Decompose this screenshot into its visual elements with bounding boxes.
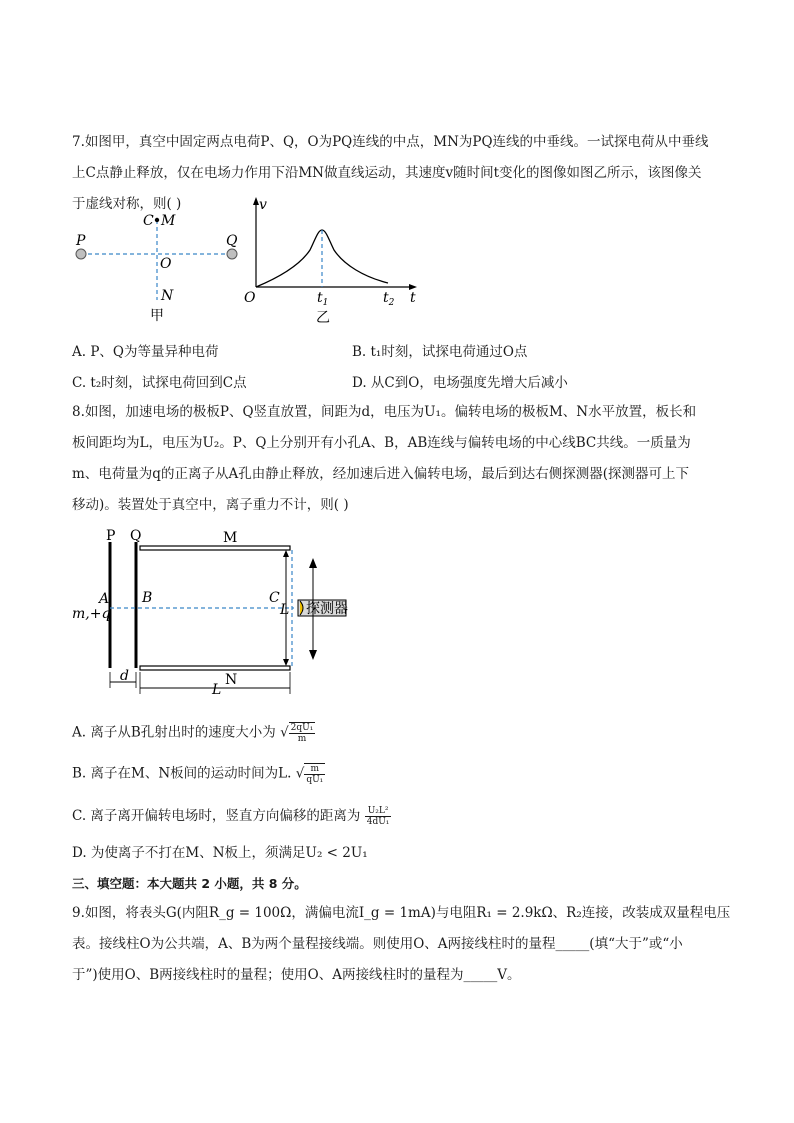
q9-line-2: 表。接线柱O为公共端，A、B为两个量程接线端。则使用O、A两接线柱时的量程_____(填“大于”或“小 bbox=[72, 936, 683, 952]
figure-jia bbox=[60, 200, 260, 330]
q7-line-1: 7.如图甲，真空中固定两点电荷P、Q，O为PQ连线的中点，MN为PQ连线的中垂线。一试探电荷从中垂线 bbox=[72, 134, 709, 150]
dim-arrow-up bbox=[283, 550, 289, 557]
q8-option-c-text: C. 离子离开偏转电场时，竖直方向偏移的距离为 bbox=[72, 808, 361, 824]
move-arrow-down bbox=[309, 650, 317, 660]
charge-p bbox=[76, 249, 86, 259]
label-m8: M bbox=[223, 530, 238, 546]
dim-arrow-down bbox=[283, 659, 289, 666]
q8-option-d: D. 为使离子不打在M、N板上，须满足U₂ < 2U₁ bbox=[72, 845, 368, 861]
plate-n bbox=[140, 666, 290, 670]
label-l-right: L bbox=[280, 602, 290, 618]
label-mq: m,+q bbox=[72, 606, 111, 622]
q7-line-2: 上C点静止释放，仅在电场力作用下沿MN做直线运动，其速度v随时间t变化的图像如图乙所示，该图像关 bbox=[72, 165, 702, 181]
q8-line-1: 8.如图，加速电场的极板P、Q竖直放置，间距为d，电压为U₁。偏转电场的极板M、N水平放置，板长和 bbox=[72, 404, 697, 420]
q7-option-b: B. t₁时刻，试探电荷通过O点 bbox=[352, 344, 528, 360]
formula-b-denominator: qU₁ bbox=[306, 775, 324, 785]
label-d: d bbox=[120, 668, 129, 684]
q8-option-a-text: A. 离子从B孔射出时的速度大小为 bbox=[72, 724, 276, 741]
caption-yi: 乙 bbox=[316, 310, 330, 326]
q8-option-b bbox=[72, 763, 325, 785]
label-t1: $t_1$ bbox=[317, 290, 329, 308]
q7-line-3: 于虚线对称，则( ) bbox=[72, 196, 182, 212]
formula-a-denominator: m bbox=[297, 734, 307, 744]
label-c8: C bbox=[269, 590, 280, 606]
q8-option-a bbox=[72, 722, 315, 744]
q8-line-3: m、电荷量为q的正离子从A孔由静止释放，经加速后进入偏转电场，最后到达右侧探测器(探测器可上下 bbox=[72, 466, 689, 482]
figure-q8-apparatus bbox=[68, 528, 368, 698]
detector-label: 探测器 bbox=[306, 601, 348, 617]
q8-line-2: 板间距均为L，电压为U₂。P、Q上分别开有小孔A、B，AB连线与偏转电场的中心线BC共线。一质量为 bbox=[72, 435, 691, 451]
label-o: O bbox=[160, 256, 172, 272]
label-l-bottom: L bbox=[212, 682, 222, 698]
label-n: N bbox=[161, 288, 174, 304]
q8-option-c bbox=[72, 806, 391, 827]
formula-c-denominator: 4dU₁ bbox=[366, 817, 390, 827]
label-b8: B bbox=[142, 590, 153, 606]
move-arrow-up bbox=[309, 558, 317, 568]
label-m: M bbox=[161, 213, 176, 229]
label-q8: Q bbox=[130, 528, 142, 544]
point-c bbox=[155, 218, 159, 222]
q8-option-b-text: B. 离子在M、N板间的运动时间为L. bbox=[72, 765, 292, 782]
formula-c bbox=[365, 806, 392, 827]
formula-a-numerator: 2qU₁ bbox=[290, 723, 314, 733]
q9-line-1: 9.如图，将表头G(内阻R_g = 100Ω，满偏电流I_g = 1mA)与电阻R₁ = 2.9kΩ、R₂连接，改装成双量程电压 bbox=[72, 905, 731, 921]
label-n8: N bbox=[225, 672, 238, 688]
label-v: v bbox=[259, 197, 267, 213]
section-3-heading: 三、填空题：本大题共 2 小题，共 8 分。 bbox=[72, 876, 307, 891]
label-t2: $t_2$ bbox=[383, 290, 395, 308]
q8-line-4: 移动)。装置处于真空中，离子重力不计，则( ) bbox=[72, 497, 349, 513]
charge-q bbox=[227, 249, 237, 259]
sqrt-formula-b: √ $\frac{m}{\text{qU₁}}$ bbox=[295, 764, 324, 785]
label-a8: A bbox=[99, 591, 110, 607]
label-origin: O bbox=[244, 290, 256, 306]
sqrt-formula-a: √ $\frac{\text{2qU₁}}{m}$ bbox=[280, 723, 314, 744]
formula-c-numerator: U₂L² bbox=[365, 806, 392, 817]
plate-m bbox=[140, 546, 290, 550]
q7-option-d: D. 从C到O，电场强度先增大后减小 bbox=[352, 375, 568, 391]
figure-yi bbox=[240, 195, 430, 330]
label-p8: P bbox=[106, 528, 116, 544]
q7-option-a: A. P、Q为等量异种电荷 bbox=[72, 344, 219, 360]
q7-option-c: C. t₂时刻，试探电荷回到C点 bbox=[72, 375, 247, 391]
q9-line-3: 于”)使用O、B两接线柱时的量程；使用O、A两接线柱时的量程为_____V。 bbox=[72, 967, 521, 983]
label-c: C bbox=[143, 213, 154, 229]
label-p: P bbox=[76, 233, 86, 249]
formula-b-numerator: m bbox=[304, 764, 325, 775]
caption-jia: 甲 bbox=[150, 308, 164, 324]
label-t: t bbox=[410, 290, 416, 306]
label-q: Q bbox=[226, 233, 238, 249]
